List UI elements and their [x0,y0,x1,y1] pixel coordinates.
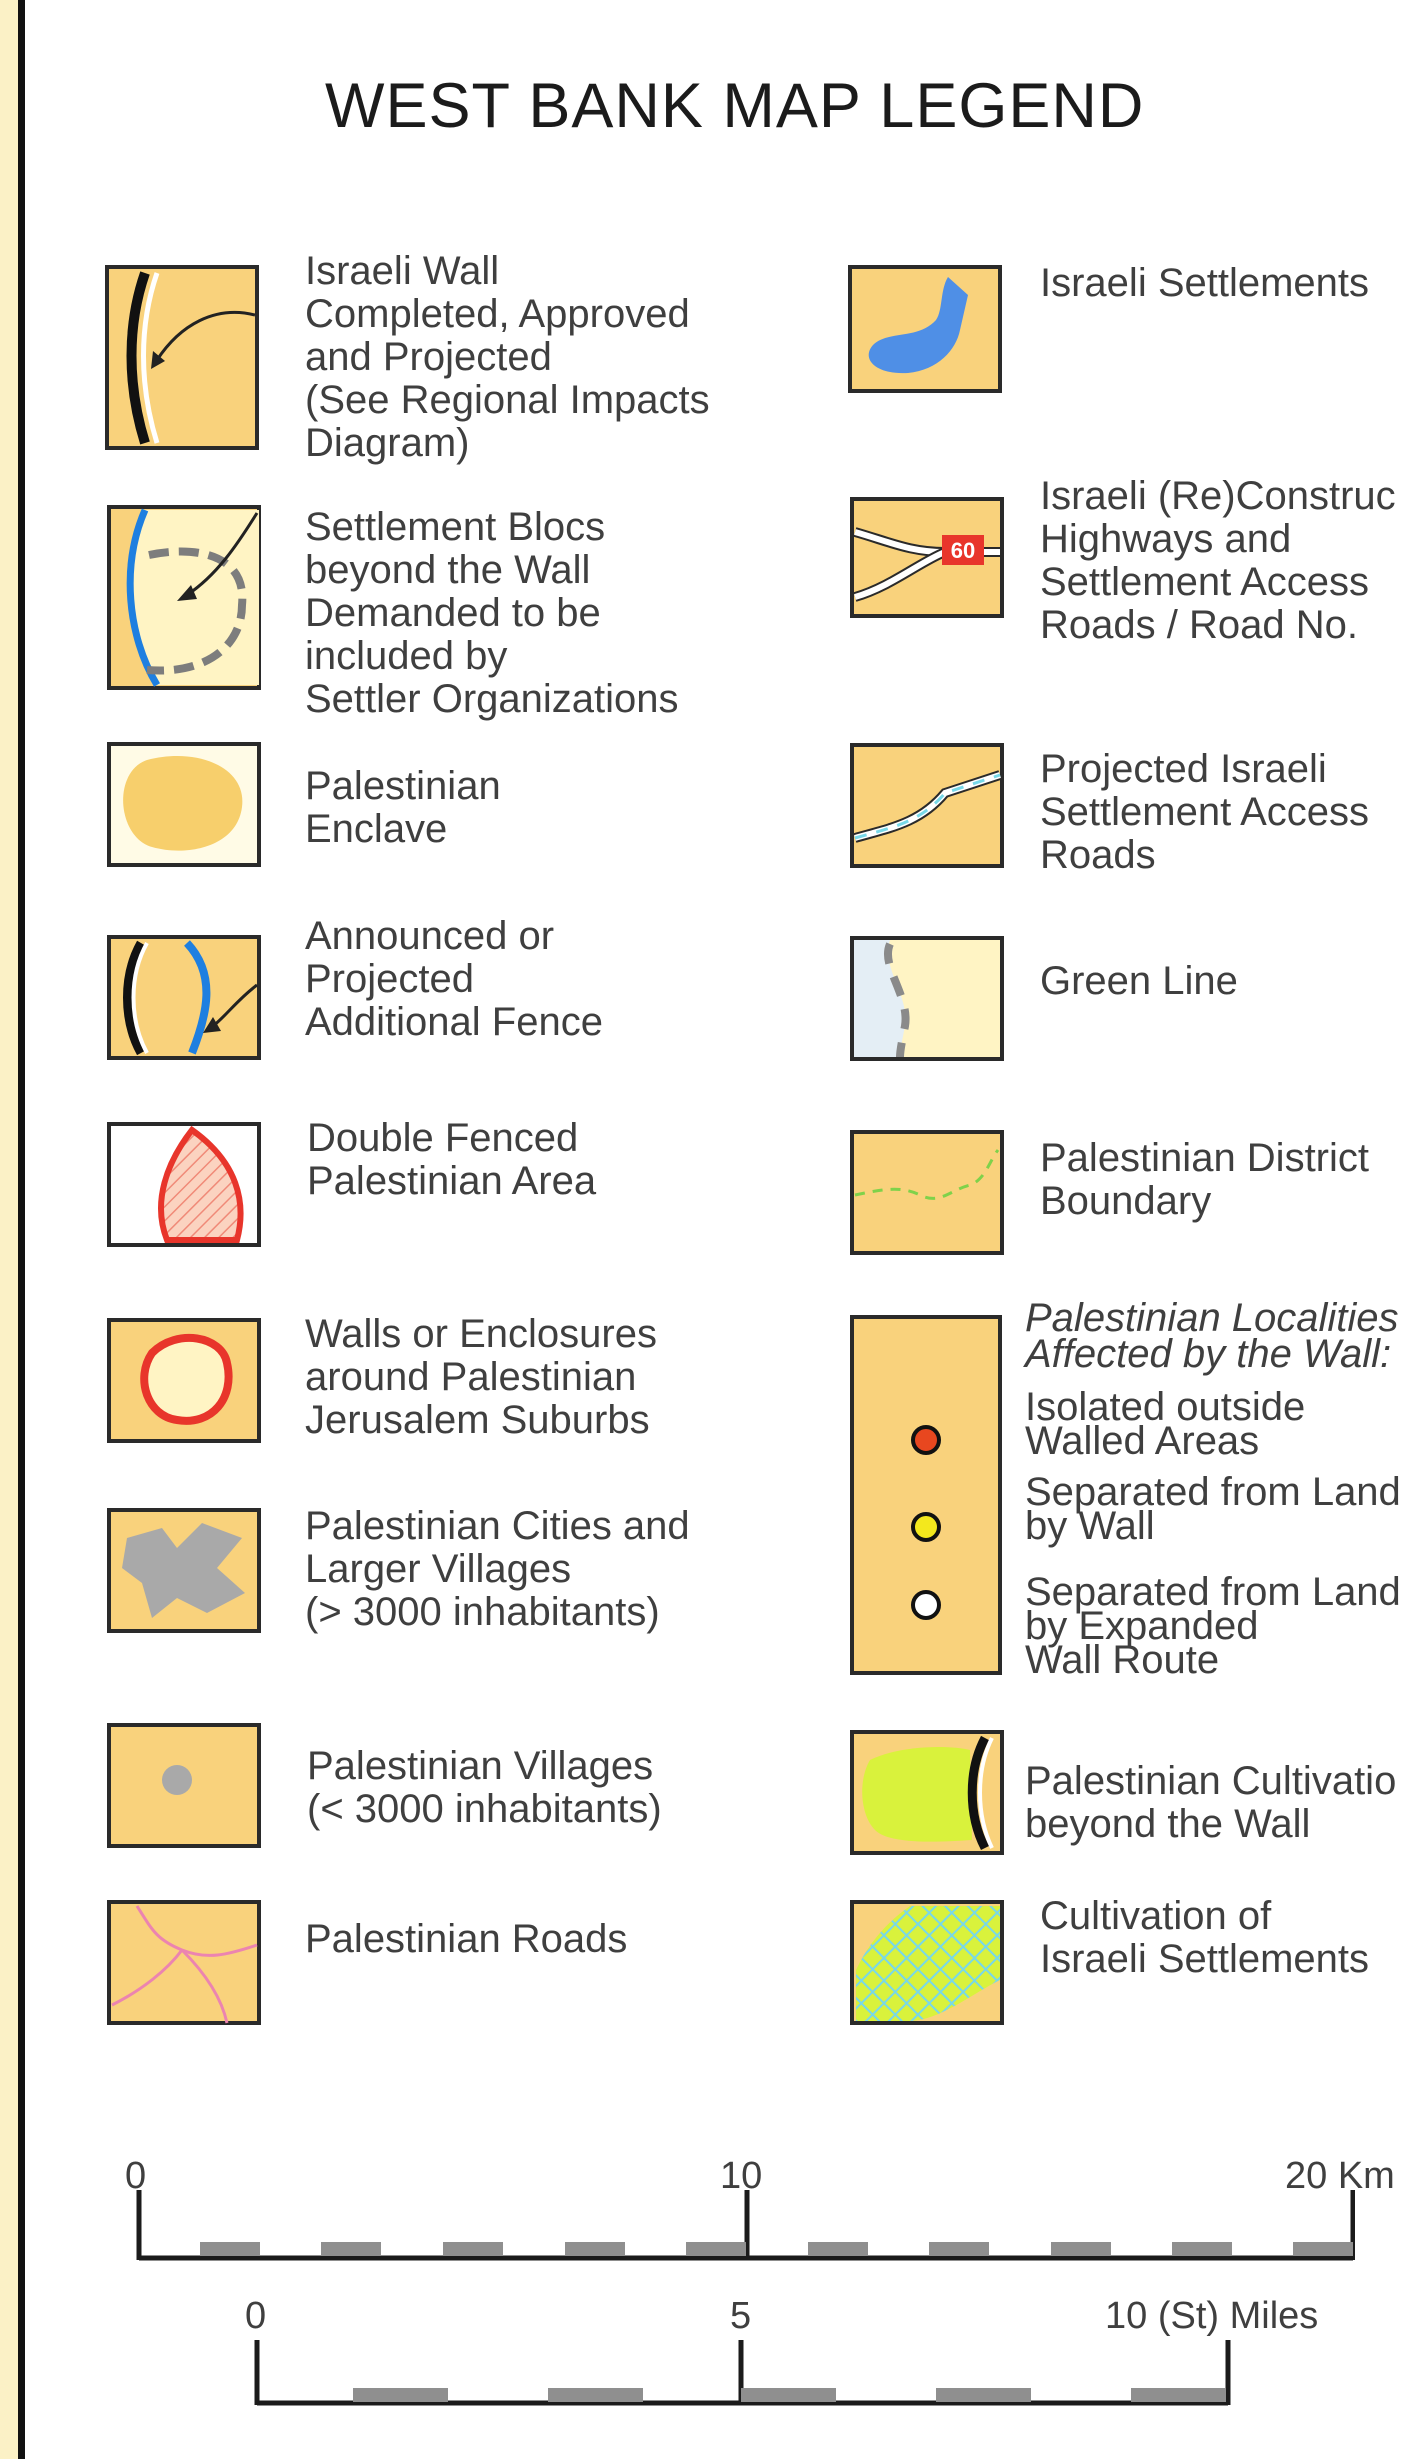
label-double-fence: Double Fenced Palestinian Area [307,1116,597,1203]
scale-bar-km [135,2190,1355,2280]
label-projected-roads: Projected Israeli Settlement Access Roads [1040,747,1370,877]
label-additional-fence: Announced or Projected Additional Fence [305,914,603,1044]
road-icon [107,1900,261,2025]
city-icon [107,1508,261,1633]
label-green-line: Green Line [1040,959,1238,1003]
israeli-cultivation-icon [850,1900,1004,2025]
label-settlements: Israeli Settlements [1040,261,1370,305]
double-fence-icon [107,1122,261,1247]
locality-separated: Separated from Land by Wall [1025,1470,1401,1548]
label-settlement-blocs: Settlement Blocs beyond the Wall Demanded to be included by Settler Organizations [305,505,679,721]
localities-heading: Palestinian Localities Affected by the Wall: [1025,1296,1399,1376]
label-cultivation: Palestinian Cultivatio beyond the Wall [1025,1759,1397,1846]
enclosure-icon [107,1318,261,1443]
road-number: 60 [950,538,976,563]
scale-bar-miles [253,2340,1233,2420]
dot-yellow-icon [913,1514,939,1540]
village-icon [107,1723,261,1848]
label-roads: Palestinian Roads [305,1917,628,1961]
scale-mi-0: 0 [245,2295,267,2337]
localities-icon [850,1315,1002,1675]
label-cities: Palestinian Cities and Larger Villages (> 3000 inhabitants) [305,1504,690,1634]
locality-isolated: Isolated outside Walled Areas [1025,1385,1306,1463]
cultivation-icon [850,1730,1004,1855]
locality-expanded: Separated from Land by Expanded Wall Route [1025,1570,1401,1682]
legend-title: WEST BANK MAP LEGEND [325,71,1145,141]
scale-mi-5: 5 [730,2295,752,2337]
scale-km-20: 20 Km [1285,2155,1395,2197]
settlement-blocs-icon [107,505,261,690]
projected-road-icon [850,743,1004,868]
dot-white-icon [913,1592,939,1618]
label-wall: Israeli Wall Completed, Approved and Projected (See Regional Impacts Diagram) [305,249,710,465]
scale-km-10: 10 [720,2155,763,2197]
wall-icon [105,265,259,450]
enclave-icon [107,742,261,867]
label-villages: Palestinian Villages (< 3000 inhabitants) [307,1744,662,1831]
label-district-boundary: Palestinian District Boundary [1040,1136,1370,1223]
scale-mi-10: 10 (St) Miles [1105,2295,1319,2337]
label-highways: Israeli (Re)Construc Highways and Settlement Access Roads / Road No. [1040,474,1396,647]
label-israeli-cultivation: Cultivation of Israeli Settlements [1040,1894,1370,1981]
additional-fence-icon [107,935,261,1060]
district-boundary-icon [850,1130,1004,1255]
green-line-icon [850,936,1004,1061]
map-frame-edge [0,0,25,2459]
settlement-icon [848,265,1002,393]
label-enclosures: Walls or Enclosures around Palestinian Jerusalem Suburbs [305,1312,657,1442]
dot-red-icon [913,1427,939,1453]
scale-km-0: 0 [125,2155,147,2197]
highway-icon [850,497,1004,618]
label-enclave: Palestinian Enclave [305,764,501,851]
